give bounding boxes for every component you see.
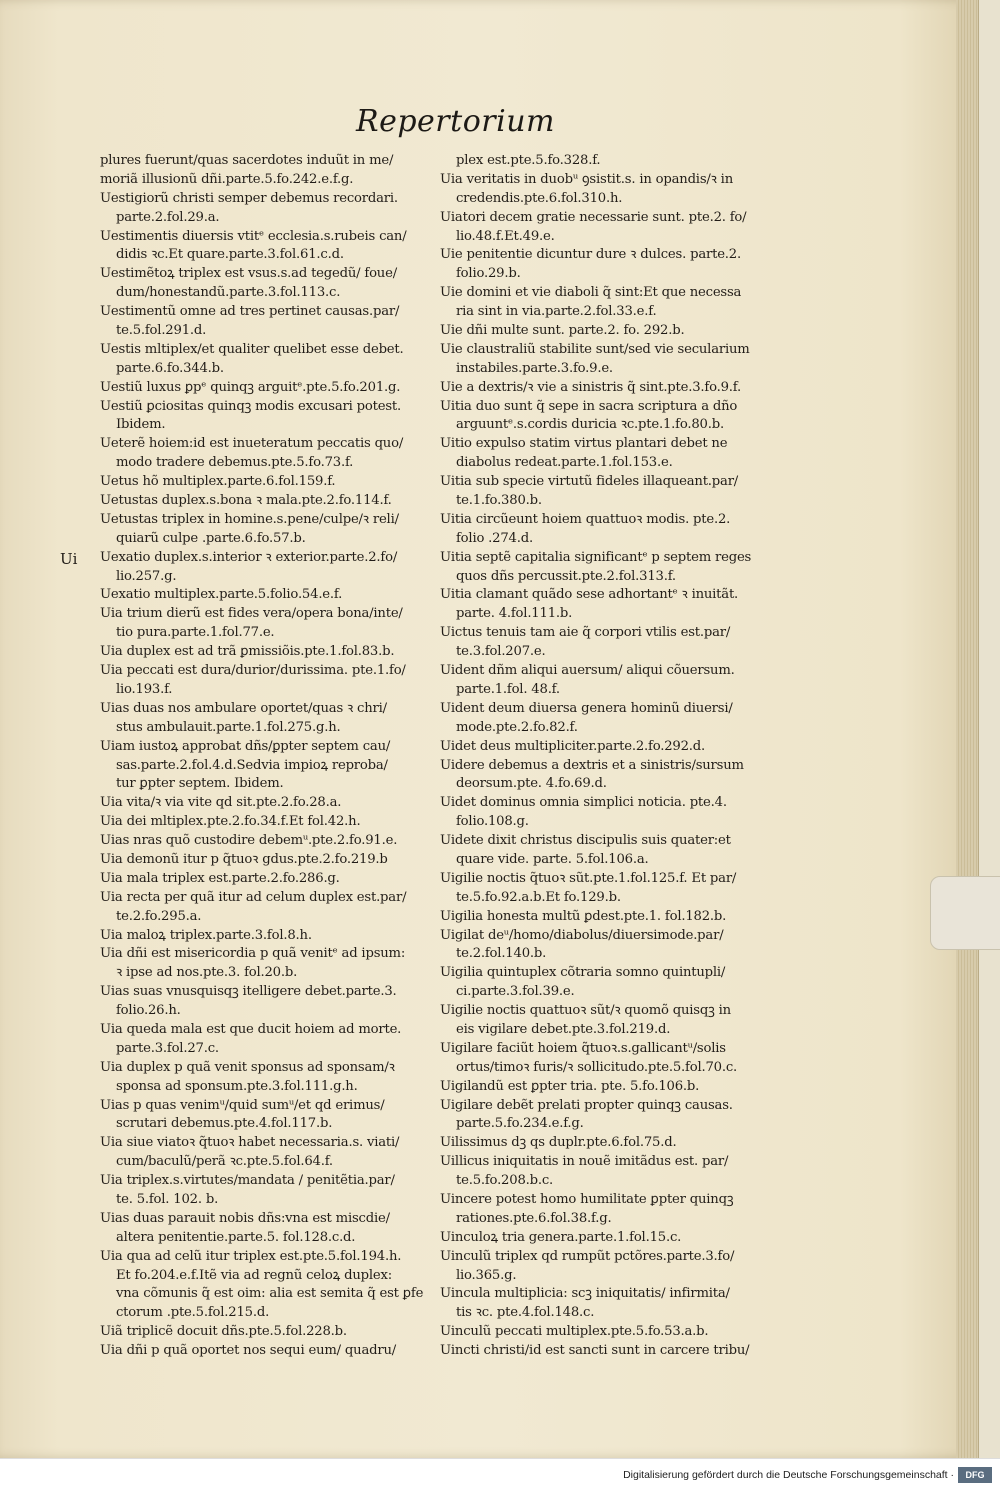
index-line: altera penitentie.parte.5. fol.128.c.d. [116, 1229, 356, 1245]
index-line: Uigilandũ est ꝑpter tria. pte. 5.fo.106.b. [440, 1078, 700, 1094]
index-line: Uia siue viatoꝛ q̃tuoꝛ habet necessaria.s. viati/ [100, 1135, 400, 1151]
index-line: folio.29.b. [456, 266, 521, 282]
index-line: Uinculũ triplex qd rumpũt pctõres.parte.3.fo/ [440, 1248, 735, 1264]
index-line: Uestimẽtoꝝ triplex est vsus.s.ad tegedũ/ foue/ [100, 266, 397, 282]
index-line: Uigilia honesta multũ ꝑdest.pte.1. fol.182.b. [440, 908, 727, 924]
index-line: Uitia duo sunt q̃ sepe in sacra scriptura a dño [440, 398, 738, 414]
index-line: Uia vita/ꝛ via vite qd sit.pte.2.fo.28.a. [100, 795, 342, 811]
footer-bar [0, 1458, 1000, 1492]
funding-credit: Digitalisierung gefördert durch die Deutsche Forschungsgemeinschaft · [623, 1469, 954, 1481]
index-line: Uia trium dierũ est fides vera/opera bona/inte/ [100, 606, 403, 622]
index-line: Uia triplex.s.virtutes/mandata / penitẽtia.par/ [100, 1173, 395, 1189]
page-marker-tab [930, 876, 1000, 950]
index-line: rationes.pte.6.fol.38.f.g. [456, 1210, 612, 1226]
index-line: Uestigiorũ christi semper debemus recordari. [100, 190, 398, 206]
left-column [100, 152, 430, 1361]
index-line: ctorum .pte.5.fol.215.d. [116, 1305, 270, 1321]
index-line: ortus/timoꝛ furis/ꝛ sollicitudo.pte.5.fol.70.c. [456, 1059, 737, 1075]
index-line: sponsa ad sponsum.pte.3.fol.111.g.h. [116, 1078, 358, 1094]
index-line: Uexatio duplex.s.interior ꝛ exterior.parte.2.fo/ [100, 549, 398, 565]
index-line: Uincere potest homo humilitate ꝑpter quinqꝫ [440, 1191, 734, 1207]
index-line: stus ambulauit.parte.1.fol.275.g.h. [116, 719, 341, 735]
index-line: Uinculũ peccati multiplex.pte.5.fo.53.a.b. [440, 1324, 709, 1340]
index-line: parte. 4.fol.111.b. [456, 606, 573, 622]
index-line: Uia duplex est ad trã ꝑmissiõis.pte.1.fol.83.b. [100, 644, 395, 660]
index-line: modo tradere debemus.pte.5.fo.73.f. [116, 455, 354, 471]
index-line: lio.193.f. [116, 681, 173, 697]
index-line: folio.108.g. [456, 814, 529, 830]
index-line: Uia duplex p quã venit sponsus ad sponsam/ꝛ [100, 1059, 395, 1075]
index-line: quare vide. parte. 5.fol.106.a. [456, 851, 649, 867]
index-line: didis ꝛc.Et quare.parte.3.fol.61.c.d. [116, 247, 344, 263]
index-line: te.5.fol.291.d. [116, 323, 207, 339]
index-line: Uitio expulso statim virtus plantari debet ne [440, 436, 728, 452]
index-line: Uitia clamant quãdo sese adhortantᵉ ꝛ inuitãt. [440, 587, 739, 603]
index-line: Uitia sub specie virtutũ fideles illaqueant.par/ [440, 474, 739, 490]
index-line: Uestis mltiplex/et qualiter quelibet esse debet. [100, 341, 404, 357]
index-line: Uiã triplicẽ docuit dñs.pte.5.fol.228.b. [100, 1324, 347, 1340]
index-line: Uidete dixit christus discipulis suis quater:et [440, 833, 731, 849]
index-line: Uigilie noctis quattuoꝛ sũt/ꝛ quomõ quisqꝫ in [440, 1003, 731, 1019]
index-line: plex est.pte.5.fo.328.f. [456, 153, 601, 168]
index-line: folio.26.h. [116, 1003, 181, 1019]
index-line: Uitia circũeunt hoiem quattuoꝛ modis. pte.2. [440, 511, 731, 527]
index-line: dum/honestandũ.parte.3.fol.113.c. [116, 285, 341, 301]
index-line: eis vigilare debet.pte.3.fol.219.d. [456, 1021, 671, 1037]
index-line: ꝛ ipse ad nos.pte.3. fol.20.b. [116, 965, 298, 981]
index-line: Uident dñm aliqui auersum/ aliqui cõuersum. [440, 663, 735, 679]
index-line: te.5.fo.92.a.b.Et fo.129.b. [456, 889, 621, 905]
page-edge [956, 0, 978, 1458]
index-line: lio.257.g. [116, 568, 177, 584]
index-line: te.2.fol.140.b. [456, 946, 547, 962]
index-line: Uigilare debẽt prelati propter quinqꝫ causas. [440, 1097, 733, 1113]
index-line: Uinculoꝝ tria genera.parte.1.fol.15.c. [440, 1229, 682, 1245]
index-line: Uie penitentie dicuntur dure ꝛ dulces. parte.2. [440, 247, 741, 263]
index-line: Uidet deus multipliciter.parte.2.fo.292.d. [440, 738, 705, 754]
index-line: Ibidem. [116, 417, 166, 433]
index-line: Uiam iustoꝝ approbat dñs/ꝑpter septem cau/ [100, 738, 391, 754]
index-line: Uie claustraliũ stabilite sunt/sed vie secularium [440, 341, 750, 357]
index-line: Uia qua ad celũ itur triplex est.pte.5.fol.194.h. [100, 1248, 402, 1264]
running-head: Repertorium [356, 104, 555, 139]
index-line: Uestiũ luxus ꝑpᵉ quinqꝫ arguitᵉ.pte.5.fo.201.g. [100, 379, 401, 395]
index-line: Uigilia quintuplex cõtraria somno quintupli/ [440, 965, 726, 981]
index-line: vna cõmunis q̃ est oim: alia est semita q̃ est ꝑfe [116, 1286, 424, 1302]
index-line: Uillicus iniquitatis in nouẽ imitãdus est. par/ [440, 1154, 729, 1170]
index-line: Uia peccati est dura/durior/durissima. pte.1.fo/ [100, 663, 406, 679]
index-line: Uigilare faciũt hoiem q̃tuoꝛ.s.gallicantᵘ/solis [440, 1040, 726, 1056]
index-line: Uia veritatis in duobᵘ ꝯsistit.s. in opandis/ꝛ in [440, 171, 733, 187]
index-line: Uictus tenuis tam aie q̃ corpori vtilis est.par/ [440, 625, 731, 641]
index-line: cum/baculũ/perã ꝛc.pte.5.fol.64.f. [116, 1154, 333, 1170]
index-line: mode.pte.2.fo.82.f. [456, 719, 578, 735]
index-line: Uie dñi multe sunt. parte.2. fo. 292.b. [440, 323, 685, 339]
marginal-note: Ui [60, 550, 78, 568]
index-line: lio.365.g. [456, 1267, 517, 1283]
index-line: quos dñs percussit.pte.2.fol.313.f. [456, 568, 676, 584]
index-line: Ueterẽ hoiem:id est inueteratum peccatis quo/ [100, 436, 404, 452]
index-line: parte.3.fol.27.c. [116, 1040, 219, 1056]
index-line: quiarũ culpe .parte.6.fo.57.b. [116, 530, 306, 546]
index-line: Uias duas parauit nobis dñs:vna est miscdie/ [100, 1210, 390, 1226]
index-line: Uie domini et vie diaboli q̃ sint:Et que necessa [440, 285, 742, 301]
index-line: te. 5.fol. 102. b. [116, 1191, 219, 1207]
index-line: Uia recta per quã itur ad celum duplex est.par/ [100, 889, 407, 905]
index-line: Uia dñi est misericordia p quã venitᵉ ad ipsum: [100, 946, 406, 962]
index-line: Uia dñi p quã oportet nos sequi eum/ quadru/ [100, 1343, 397, 1359]
index-line: Uie a dextris/ꝛ vie a sinistris q̃ sint.pte.3.fo.9.f. [440, 379, 741, 395]
index-line: moriã illusionũ dñi.parte.5.fo.242.e.f.g. [100, 171, 354, 187]
index-line: parte.5.fo.234.e.f.g. [456, 1116, 584, 1132]
index-line: Uestimentis diuersis vtitᵉ ecclesia.s.rubeis can/ [100, 228, 407, 244]
index-line: Uincula multiplicia: scꝫ iniquitatis/ infirmita/ [440, 1286, 730, 1302]
index-line: Uidet dominus omnia simplici noticia. pte.4. [440, 795, 727, 811]
index-line: scrutari debemus.pte.4.fol.117.b. [116, 1116, 333, 1132]
index-line: Uia dei mltiplex.pte.2.fo.34.f.Et fol.42.h. [100, 814, 361, 830]
index-line: Uiatori decem gratie necessarie sunt. pte.2. fo/ [440, 209, 747, 225]
index-line: Uexatio multiplex.parte.5.folio.54.e.f. [100, 587, 343, 603]
index-line: Uilissimus dꝫ qs duplr.pte.6.fol.75.d. [440, 1135, 677, 1151]
index-line: deorsum.pte. 4.fo.69.d. [456, 776, 607, 792]
index-line: Uitia septẽ capitalia significantᵉ p septem reges [440, 549, 752, 565]
index-line: Uestimentũ omne ad tres pertinet causas.par/ [100, 304, 400, 320]
index-line: arguuntᵉ.s.cordis duricia ꝛc.pte.1.fo.80.b. [456, 417, 724, 433]
index-line: Uia maloꝝ triplex.parte.3.fol.8.h. [100, 927, 312, 943]
right-column [440, 152, 770, 1361]
index-line: Uigilie noctis q̃tuoꝛ sũt.pte.1.fol.125.f. Et par/ [440, 870, 737, 886]
index-line: Uetus hõ multiplex.parte.6.fol.159.f. [100, 474, 336, 490]
dfg-logo: DFG [958, 1467, 992, 1483]
index-line: instabiles.parte.3.fo.9.e. [456, 360, 613, 376]
index-line: Uincti christi/id est sancti sunt in carcere tribu/ [440, 1343, 750, 1359]
index-line: parte.1.fol. 48.f. [456, 681, 560, 697]
index-line: Uia demonũ itur p q̃tuoꝛ gdus.pte.2.fo.219.b [100, 851, 388, 867]
index-line: Uia mala triplex est.parte.2.fo.286.g. [100, 870, 340, 886]
index-line: te.3.fol.207.e. [456, 644, 546, 660]
index-line: Uias suas vnusquisqꝫ itelligere debet.parte.3. [100, 984, 397, 1000]
index-line: te.5.fo.208.b.c. [456, 1173, 554, 1189]
index-line: Et fo.204.e.f.Itẽ via ad regnũ celoꝝ duplex: [116, 1267, 392, 1283]
index-line: plures fuerunt/quas sacerdotes induũt in me/ [100, 153, 394, 168]
index-line: Uetustas duplex.s.bona ꝛ mala.pte.2.fo.114.f. [100, 493, 392, 509]
index-line: tio pura.parte.1.fol.77.e. [116, 625, 275, 641]
index-line: te.2.fo.295.a. [116, 908, 202, 924]
index-line: lio.48.f.Et.49.e. [456, 228, 555, 244]
index-line: tur ꝑpter septem. Ibidem. [116, 776, 284, 792]
index-line: parte.2.fol.29.a. [116, 209, 220, 225]
index-line: Uias duas nos ambulare oportet/quas ꝛ chri/ [100, 700, 387, 716]
index-line: sas.parte.2.fol.4.d.Sedvia impioꝝ reproba/ [116, 757, 388, 773]
index-line: parte.6.fo.344.b. [116, 360, 224, 376]
index-line: folio .274.d. [456, 530, 533, 546]
index-line: Uigilat deᵘ/homo/diabolus/diuersimode.par/ [440, 927, 724, 943]
index-line: Uia queda mala est que ducit hoiem ad morte. [100, 1021, 402, 1037]
index-line: ria sint in via.parte.2.fol.33.e.f. [456, 304, 657, 320]
index-line: credendis.pte.6.fol.310.h. [456, 190, 623, 206]
index-line: Uias nras quõ custodire debemᵘ.pte.2.fo.91.e. [100, 833, 398, 849]
index-line: Uident deum diuersa genera hominũ diuersi/ [440, 700, 733, 716]
index-line: Uestiũ ꝑciositas quinqꝫ modis excusari potest. [100, 398, 401, 414]
index-line: diabolus redeat.parte.1.fol.153.e. [456, 455, 673, 471]
index-line: ci.parte.3.fol.39.e. [456, 984, 575, 1000]
index-line: Uidere debemus a dextris et a sinistris/sursum [440, 757, 744, 773]
index-line: tis ꝛc. pte.4.fol.148.c. [456, 1305, 595, 1321]
index-line: Uias p quas venimᵘ/quid sumᵘ/et qd erimus/ [100, 1097, 385, 1113]
index-line: te.1.fo.380.b. [456, 493, 542, 509]
index-line: Uetustas triplex in homine.s.pene/culpe/ꝛ reli/ [100, 511, 399, 527]
